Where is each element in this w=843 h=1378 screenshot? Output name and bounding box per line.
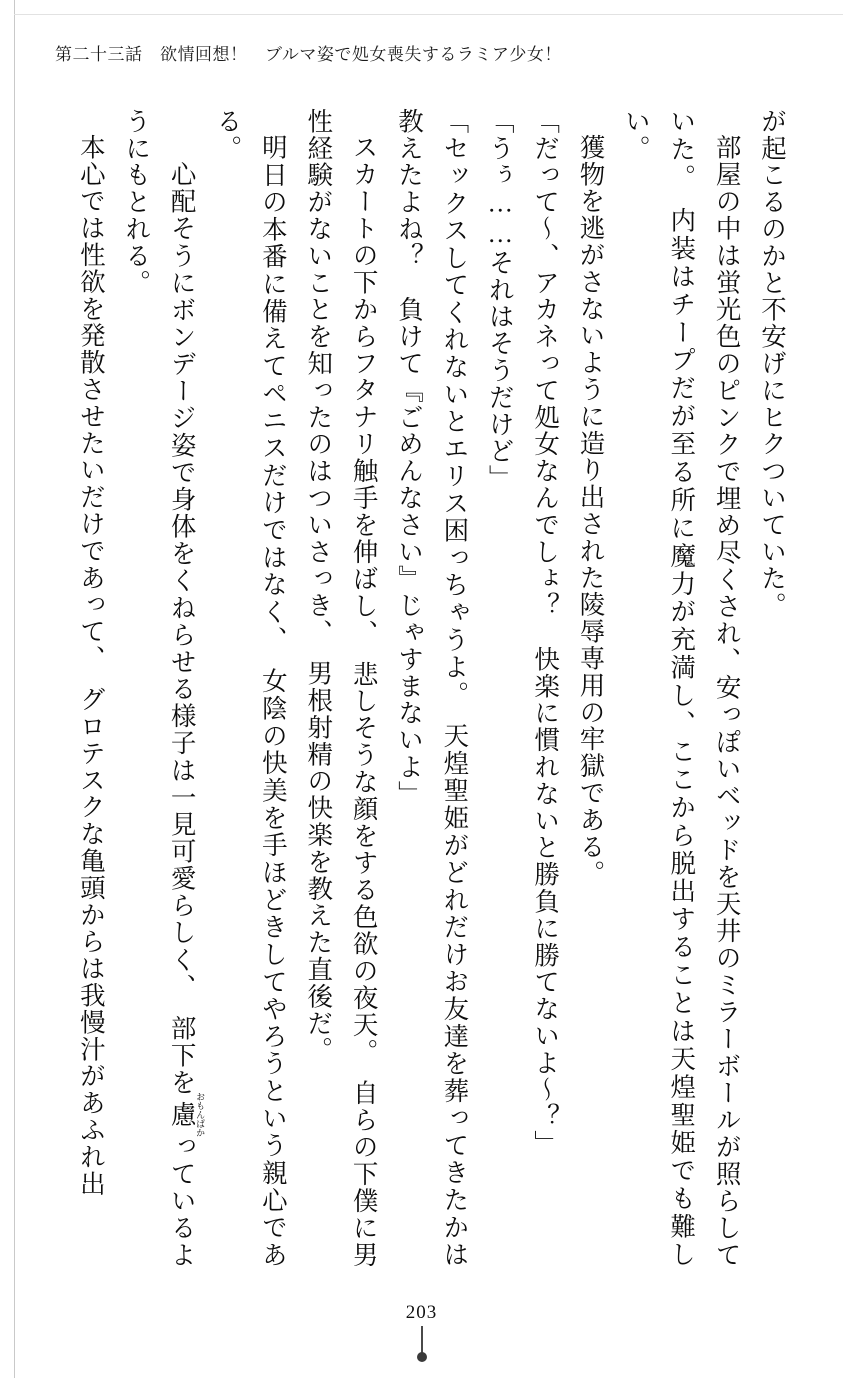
- paragraph: 明日の本番に備えてペニスだけではなく、 女陰の快美を手ほどきしてやろうという親心である。: [213, 108, 288, 1268]
- paragraph-dialogue: 「セックスしてくれないとエリス困っちゃうよ。 天煌聖姫がどれだけお友達を葬ってきたかは教えたよね？ 負けて『ごめんなさい』じゃすまないよ」: [395, 108, 470, 1268]
- paragraph-ruby-before: 心配そうにボンデージ姿で身体をくねらせる様子は一見可愛らしく、 部下を: [167, 133, 197, 1096]
- paragraph: が起こるのかと不安げにヒクついていた。: [758, 108, 787, 620]
- page-border-left: [14, 0, 15, 1378]
- paragraph: スカートの下からフタナリ触手を伸ばし、 悲しそうな顔をする色欲の夜天。 自らの下僕に男性経験がないことを知ったのはついさっき、 男根射精の快楽を教えた直後だ。: [304, 108, 379, 1268]
- paragraph: 獲物を逃がさないように造り出された陵辱専用の牢獄である。: [576, 133, 606, 887]
- folio-ornament-icon: [416, 1326, 428, 1366]
- paragraph: 部屋の中は蛍光色のピンクで埋め尽くされ、安っぽいベッドを天井のミラーボールが照らしていた。 内装はチープだが至る所に魔力が充満し、ここから脱出することは天煌聖姫でも難しい。: [621, 108, 742, 1268]
- paragraph: 本心では性欲を発散させたいだけであって、 グロテスクな亀頭からは我慢汁があふれ出: [76, 133, 106, 1197]
- paragraph-with-ruby: [114, 108, 205, 1268]
- body-text-vertical: [76, 108, 795, 1269]
- paragraph-dialogue: 「だって～、アカネって処女なんでしょ？ 快楽に慣れないと勝負に勝てないよ～？」: [531, 108, 561, 1158]
- paragraph-ruby-after: っているようにもとれる。: [122, 108, 197, 1269]
- running-head-chapter-title: 第二十三話 欲情回想！ ブルマ姿で処女喪失するラミア少女！: [55, 45, 562, 64]
- ruby-annotation: [167, 1091, 206, 1137]
- page-border-top: [14, 14, 843, 15]
- page-number: 203: [405, 1302, 438, 1323]
- paragraph-dialogue: 「うぅ……それはそうだけど」: [485, 108, 515, 492]
- ruby-base: 慮: [167, 1091, 197, 1137]
- ruby-text: おもんぱか: [195, 1091, 206, 1137]
